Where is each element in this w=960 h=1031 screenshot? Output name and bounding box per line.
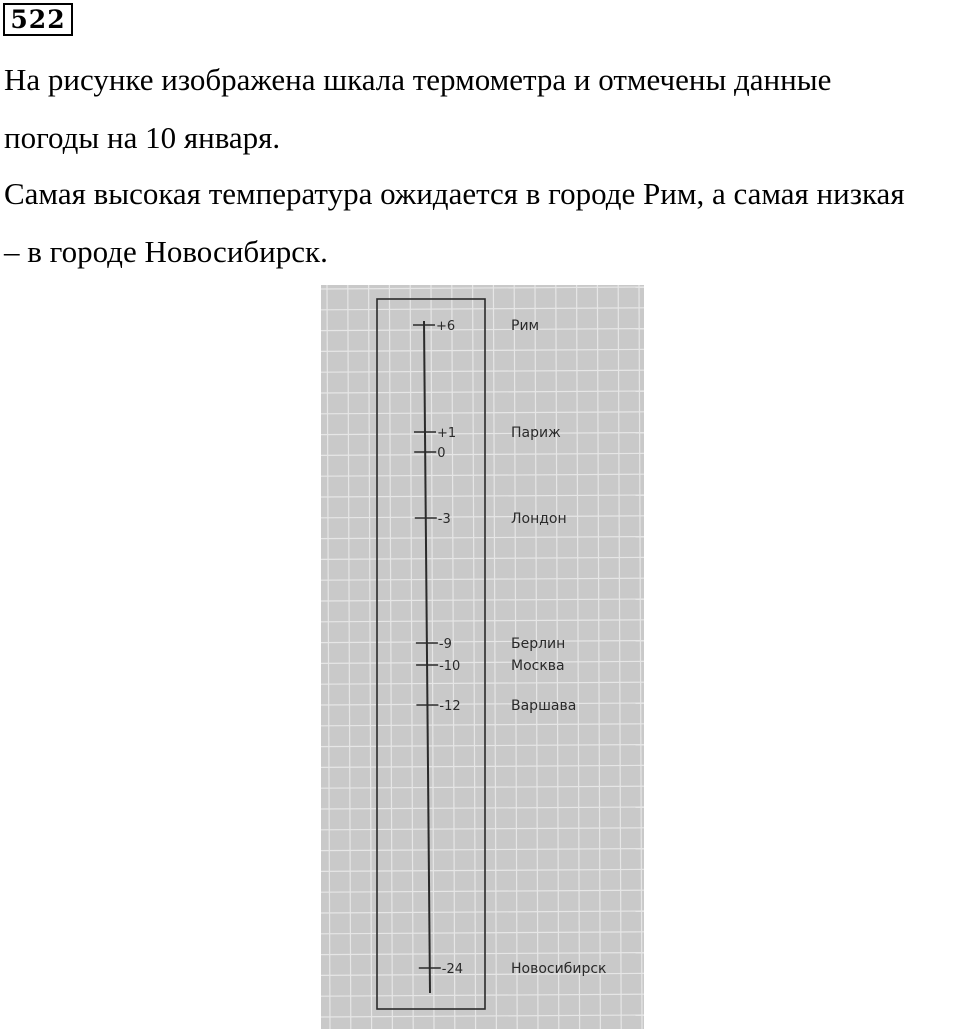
problem-text-line-1: На рисунке изображена шкала термометра и отмечены данные: [4, 62, 832, 97]
problem-text-line-3: Самая высокая температура ожидается в городе Рим, а самая низкая: [4, 176, 905, 211]
city-label: Берлин: [511, 636, 566, 652]
city-label: Париж: [511, 425, 561, 441]
thermometer-photo: [321, 285, 644, 1029]
temperature-label: -12: [439, 699, 461, 714]
problem-text-line-4: – в городе Новосибирск.: [4, 234, 328, 269]
problem-text-line-2: погоды на 10 января.: [4, 120, 281, 155]
problem-number-badge: 522: [3, 3, 73, 36]
temperature-label: -3: [437, 512, 451, 527]
temperature-label: 0: [437, 446, 446, 461]
temperature-label: +1: [437, 426, 457, 441]
thermometer-scale-drawing: [321, 285, 644, 1029]
temperature-label: -10: [439, 659, 461, 674]
city-label: Рим: [511, 318, 540, 334]
temperature-label: -9: [438, 637, 452, 652]
city-label: Новосибирск: [511, 961, 607, 977]
temperature-label: -24: [441, 962, 464, 977]
temperature-label: +6: [436, 319, 456, 334]
city-label: Варшава: [511, 698, 577, 714]
city-label: Лондон: [511, 511, 567, 527]
city-label: Москва: [511, 658, 565, 674]
